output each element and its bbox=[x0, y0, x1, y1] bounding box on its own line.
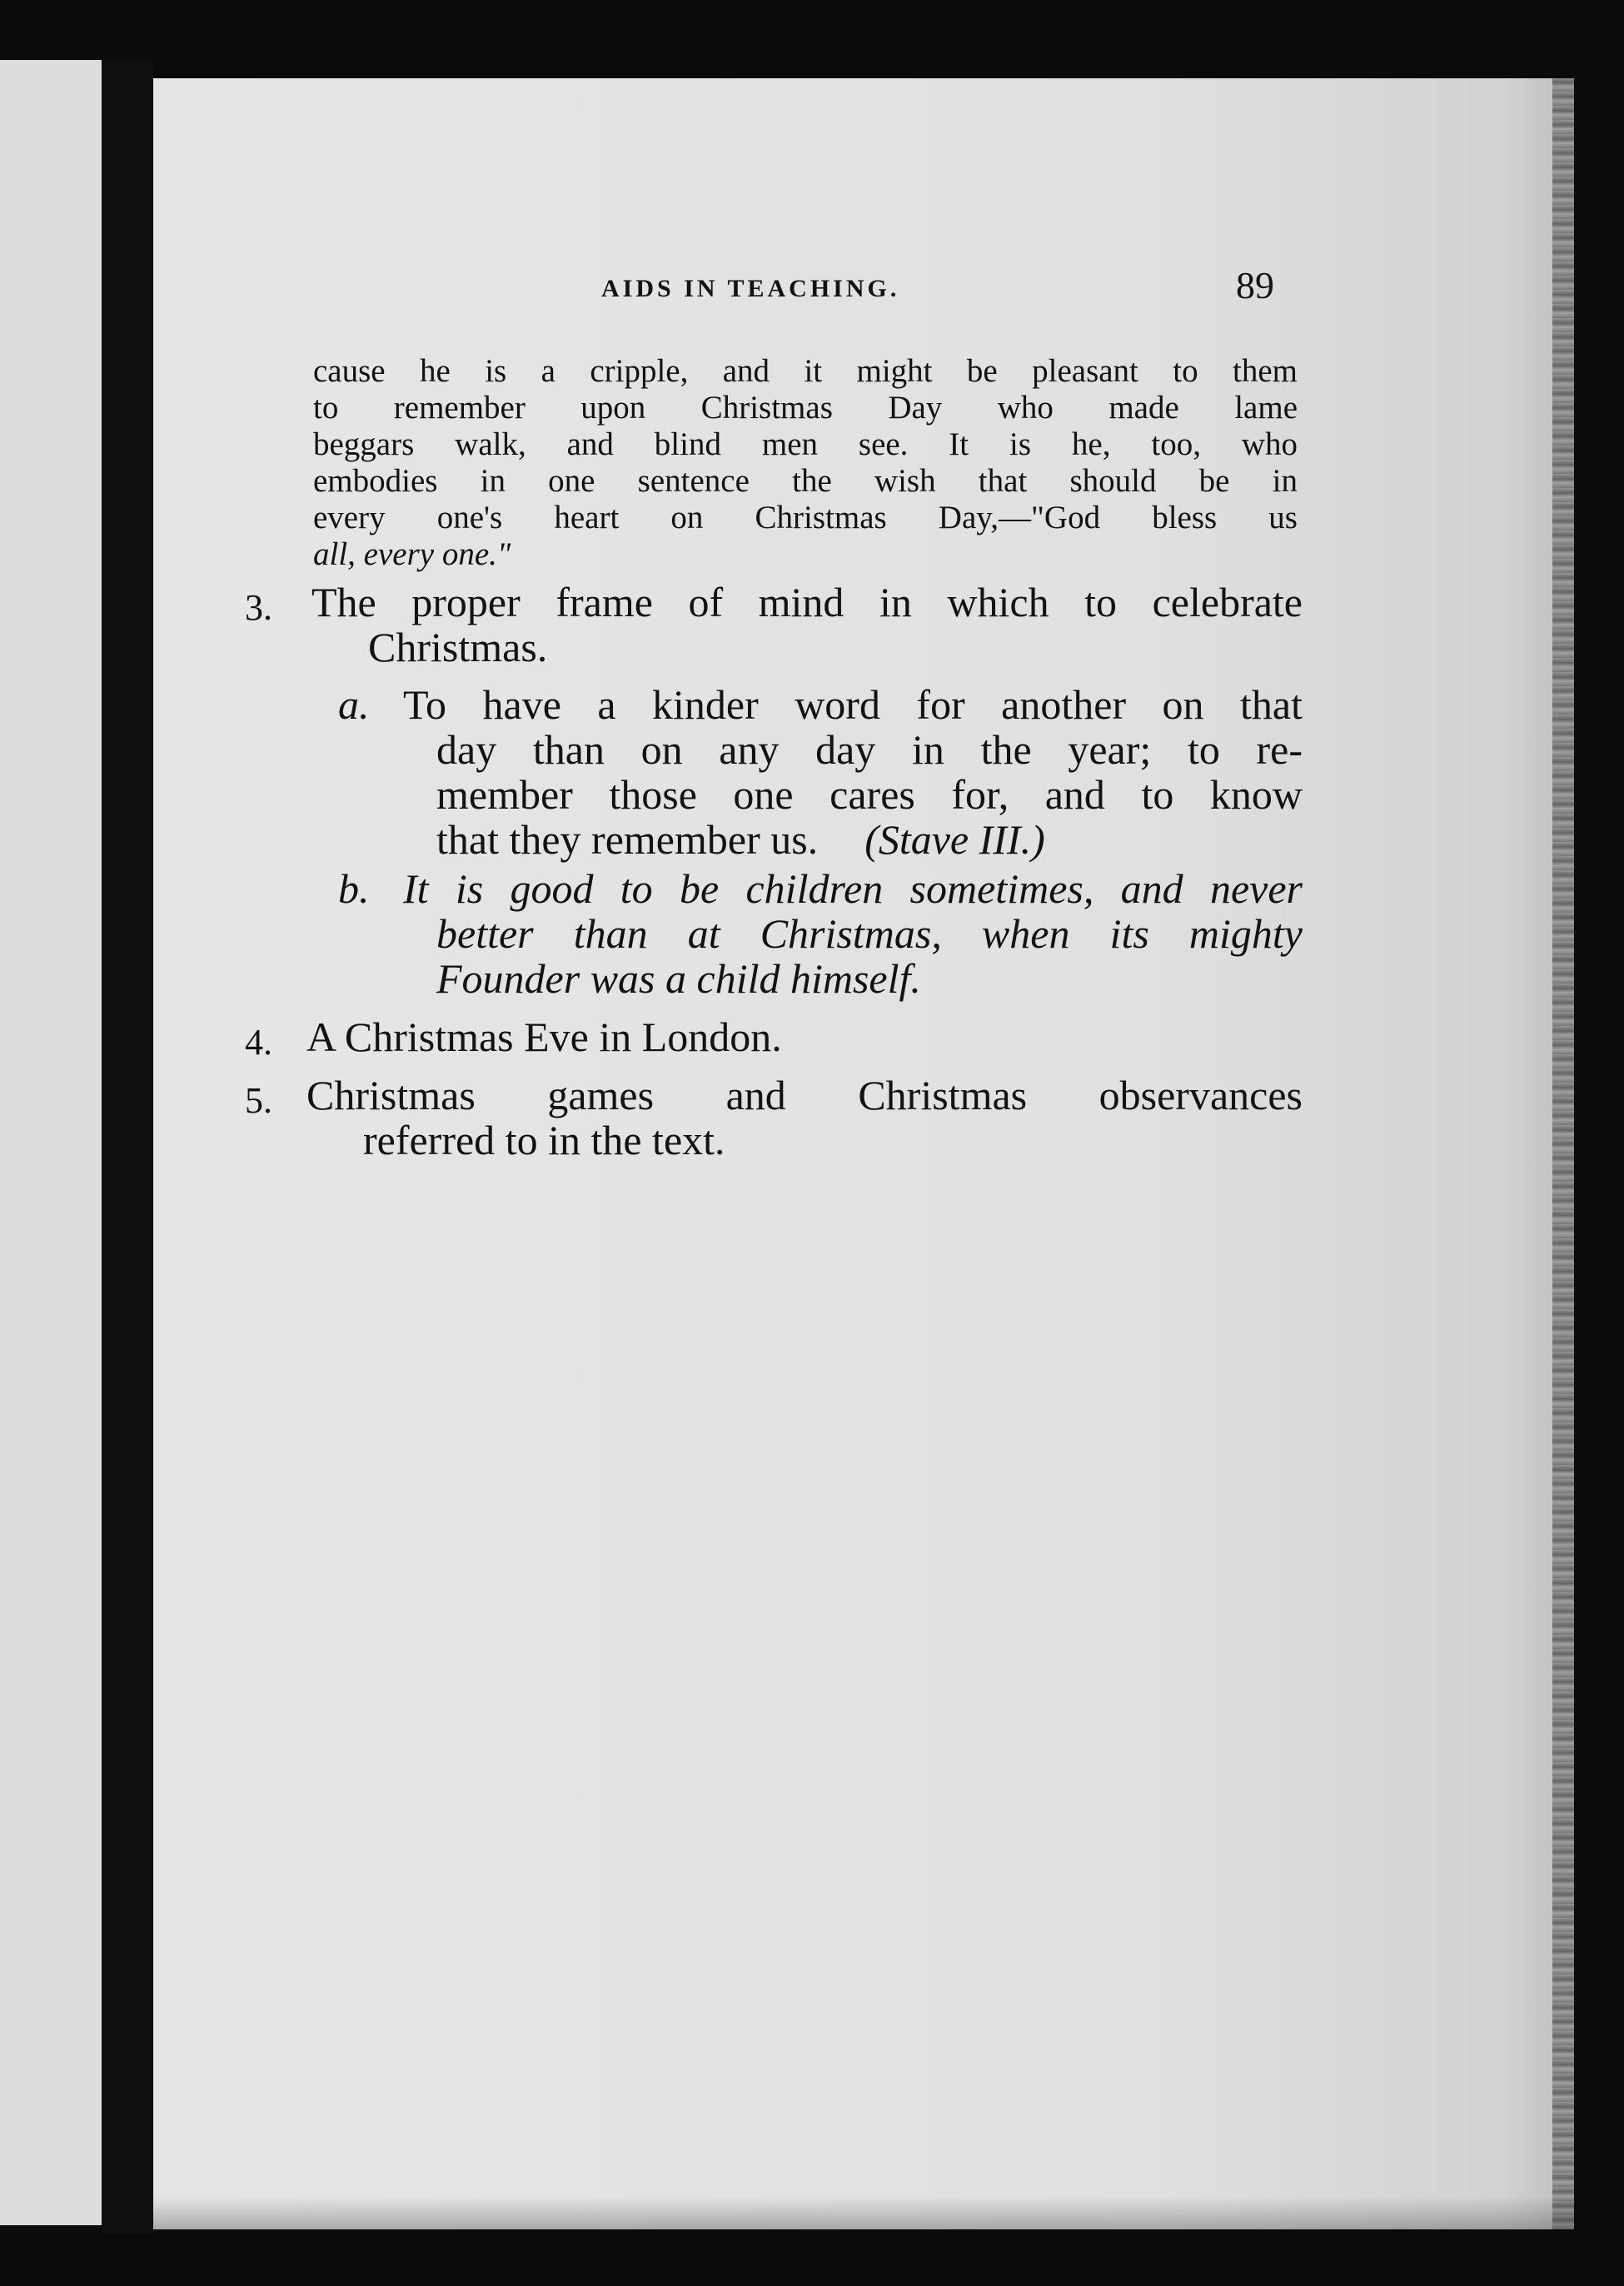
paragraph-line: beggars walk, and blind men see. It is he, too, who bbox=[313, 426, 1298, 462]
item-line: member those one cares for, and to know bbox=[436, 771, 1303, 818]
item-line: To have a kinder word for another on that bbox=[403, 681, 1303, 728]
item-line-text: that they remember us. bbox=[436, 816, 819, 863]
item-line: better than at Christmas, when its mighty bbox=[436, 910, 1303, 957]
item-line: It is good to be children sometimes, and never bbox=[403, 865, 1303, 912]
item-line: referred to in the text. bbox=[363, 1117, 725, 1163]
sub-letter: a. bbox=[338, 681, 370, 728]
stave-reference: (Stave III.) bbox=[864, 816, 1045, 863]
item-line bbox=[436, 817, 1303, 862]
item-line: Christmas games and Christmas observances bbox=[306, 1072, 1303, 1118]
list-item-4 bbox=[306, 1014, 1303, 1059]
sub-item-b-cont bbox=[436, 911, 1303, 1001]
item-line: Founder was a child himself. bbox=[436, 955, 921, 1002]
paragraph-line: embodies in one sentence the wish that should be in bbox=[313, 463, 1298, 499]
page-bottom-shadow bbox=[153, 2196, 1574, 2229]
page-fore-edge bbox=[1552, 78, 1574, 2229]
list-number: 5. bbox=[245, 1080, 272, 1121]
book-page bbox=[153, 78, 1574, 2229]
paragraph-line: cause he is a cripple, and it might be pleasant to them bbox=[313, 353, 1298, 389]
facing-page-edge bbox=[0, 60, 102, 2225]
item-line: A Christmas Eve in London. bbox=[306, 1014, 782, 1060]
item-line: Christmas. bbox=[368, 624, 548, 670]
paragraph-line: all, every one." bbox=[313, 536, 511, 572]
list-item-3 bbox=[311, 580, 1303, 670]
list-number: 3. bbox=[245, 587, 272, 628]
running-title: AIDS IN TEACHING. bbox=[601, 275, 900, 302]
list-number: 4. bbox=[245, 1022, 272, 1063]
item-line: day than on any day in the year; to re- bbox=[436, 726, 1303, 773]
sub-letter: b. bbox=[338, 865, 370, 912]
paragraph-line: every one's heart on Christmas Day,—"God bless us bbox=[313, 500, 1298, 535]
sub-item-a bbox=[403, 682, 1303, 727]
list-item-5 bbox=[306, 1073, 1303, 1163]
paragraph-line: to remember upon Christmas Day who made lame bbox=[313, 390, 1298, 426]
item-line: The proper frame of mind in which to celebrate bbox=[311, 579, 1303, 625]
page-number: 89 bbox=[1236, 264, 1274, 306]
book-gutter bbox=[102, 60, 153, 2234]
sub-item-a-cont bbox=[436, 727, 1303, 862]
continued-paragraph bbox=[313, 353, 1298, 573]
sub-item-b bbox=[403, 866, 1303, 911]
